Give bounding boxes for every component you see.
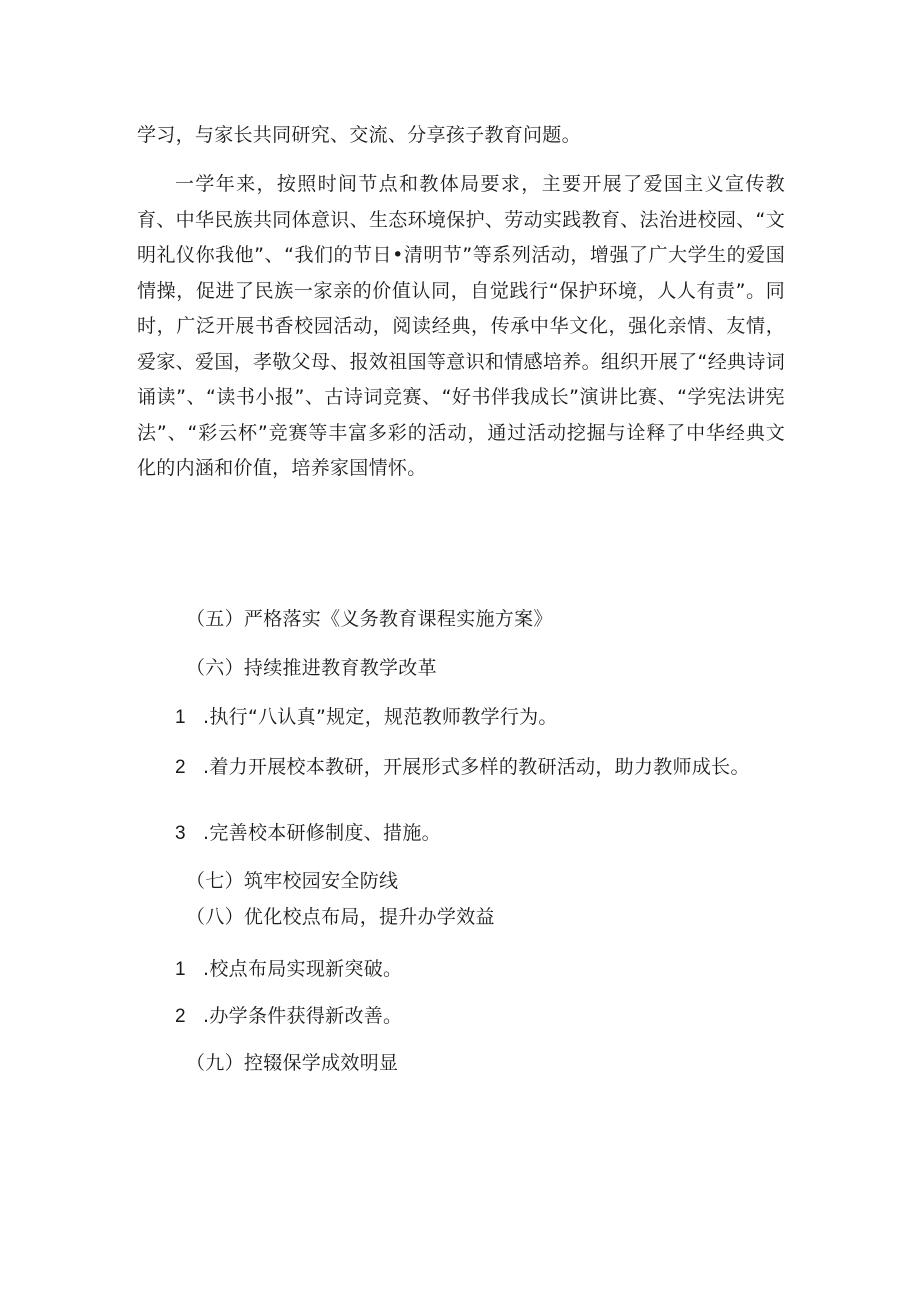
paragraph-continuation: 学习，与家长共同研究、交流、分享孩子教育问题。: [137, 124, 581, 146]
list-item: [175, 704, 558, 731]
list-item: [175, 956, 402, 983]
heading-8: （八）优化校点布局，提升办学效益: [186, 906, 495, 928]
list-item-text: .着力开展校本教研，开展形式多样的教研活动，助力教师成长。: [203, 756, 750, 778]
heading-5: （五）严格落实《义务教育课程实施方案》: [186, 608, 553, 630]
list-item-number: 1: [175, 707, 186, 728]
heading-9: （九）控辍保学成效明显: [186, 1052, 399, 1074]
list-item-number: 2: [175, 1006, 186, 1027]
list-item-number: 1: [175, 959, 186, 980]
paragraph-activities: 一学年来，按照时间节点和教体局要求，主要开展了爱国主义宣传教育、中华民族共同体意识、生态环境保护、劳动实践教育、法治进校园、“文明礼仪你我他”、“我们的节日•清明节”等系列活动，增强了广大学生的爱国情操，促进了民族一家亲的价值认同，自觉践行“保护环境，人人有责”。同时，广泛开展书香校园活动，阅读经典，传承中华文化，强化亲情、友情，爱家、爱国，孝敬父母、报效祖国等意识和情感培养。组织开展了“经典诗词诵读”、“读书小报”、古诗词竞赛、“好书伴我成长”演讲比赛、“学宪法讲宪法”、“彩云杯”竞赛等丰富多彩的活动，通过活动挖掘与诠释了中华经典文化的内涵和价值，培养家国情怀。: [137, 173, 785, 479]
heading-7: （七）筑牢校园安全防线: [186, 870, 399, 892]
list-item-text: .执行“八认真”规定，规范教师教学行为。: [203, 706, 558, 728]
list-item-number: 3: [175, 823, 186, 844]
list-item-number: 2: [175, 757, 186, 778]
list-item-text: .办学条件获得新改善。: [203, 1005, 403, 1027]
list-item-text: .校点布局实现新突破。: [203, 958, 403, 980]
list-item-text: .完善校本研修制度、措施。: [203, 822, 441, 844]
heading-6: （六）持续推进教育教学改革: [186, 657, 437, 679]
list-item: [175, 820, 441, 847]
list-item: [175, 754, 750, 781]
list-item: [175, 1003, 402, 1030]
